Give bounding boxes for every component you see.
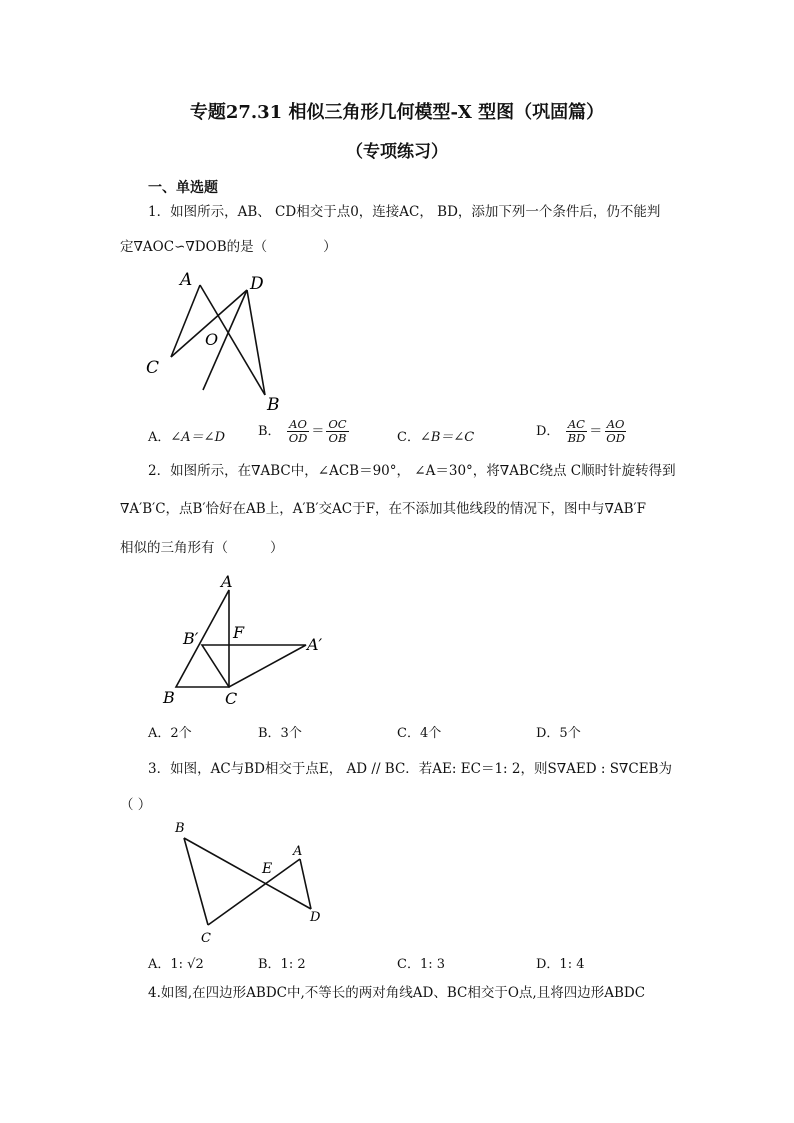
- q1-line2: [120, 238, 337, 256]
- q1-option-b-fraction-1: [287, 418, 310, 445]
- q1-option-c-value: ∠B＝∠C: [419, 430, 475, 445]
- q2-label-bp: B′: [183, 629, 199, 648]
- q1-option-b: B． $\frac{AO}{OD}$ ＝ $\frac{OC}{OB}$: [258, 417, 347, 445]
- q3-label-c: C: [201, 931, 211, 946]
- q3-label-d: D: [310, 910, 321, 925]
- q3-segment-ad: [300, 859, 311, 909]
- q1-option-c: [397, 426, 474, 445]
- q2-option-c: C．4个: [397, 726, 442, 741]
- q1-label-a: A: [180, 270, 193, 290]
- section-heading: 一、单选题: [148, 180, 218, 196]
- q1-option-b-den1: OD: [288, 431, 308, 445]
- q1-line2-end: ）: [323, 239, 337, 255]
- q1-option-b-den2: OB: [328, 431, 347, 445]
- q2-line3-end: ）: [270, 540, 284, 556]
- q1-label-d: D: [250, 274, 264, 294]
- q2-line2: ∇A′B′C，点B′恰好在AB上，A′B′交AC于F，在不添加其他线段的情况下，图中与∇AB′F: [120, 501, 646, 517]
- q3-label-b: B: [175, 821, 185, 836]
- q1-option-d: D． $\frac{AC}{BD}$ ＝ $\frac{AO}{OD}$: [536, 417, 625, 445]
- q3-label-a: A: [293, 844, 303, 859]
- q3-option-a: A．1: √2: [148, 957, 204, 972]
- q1-option-d-den2: OD: [606, 431, 625, 445]
- q1-line1: 1．如图所示，AB、 CD相交于点0，连接AC， BD，添加下列一个条件后，仍不能判: [148, 204, 661, 220]
- q1-segment-ac: [171, 285, 200, 357]
- q3-figure: [168, 815, 333, 947]
- page-subtitle: （专项练习）: [346, 142, 448, 162]
- q2-figure: [155, 572, 335, 710]
- q1-option-d-fraction-2: [604, 418, 627, 445]
- q2-option-b: B．3个: [258, 726, 302, 741]
- q3-line1: 3．如图，AC与BD相交于点E， AD // BC．若AE: EC＝1: 2，则S∇AED : S∇CEB为: [148, 761, 672, 777]
- q1-figure: [140, 265, 300, 415]
- q1-option-b-num1: AO: [289, 417, 307, 431]
- q1-option-a-key: A．: [148, 430, 171, 445]
- q3-option-c: C．1: 3: [397, 957, 446, 972]
- q3-segment-bc: [184, 838, 208, 925]
- q2-triangle-apbpc: [202, 645, 306, 687]
- q2-label-f: F: [233, 623, 245, 642]
- q2-label-ap: A′: [307, 635, 323, 654]
- page-title: 专题27.31 相似三角形几何模型-X 型图（巩固篇）: [189, 102, 605, 123]
- q2-line1: 2．如图所示，在∇ABC中，∠ACB＝90°， ∠A＝30°，将∇ABC绕点 C顺时针旋转得到: [148, 463, 676, 479]
- q1-option-d-key: D．: [536, 424, 560, 439]
- q3-segment-bd: [184, 838, 311, 909]
- q2-option-a: A．2个: [148, 726, 192, 741]
- q1-option-a-value: ∠A＝∠D: [170, 430, 225, 445]
- q2-line3-text: 相似的三角形有（: [120, 540, 228, 556]
- q1-option-d-den1: BD: [567, 431, 586, 445]
- q2-option-d: D．5个: [536, 726, 581, 741]
- q3-option-b: B．1: 2: [258, 957, 306, 972]
- q1-line2-text: 定∇AOC∽∇DOB的是（: [120, 239, 268, 255]
- q1-option-a: [148, 426, 225, 445]
- q3-segment-ca: [208, 859, 300, 925]
- q1-option-c-key: C．: [397, 430, 420, 445]
- q2-line3: [120, 539, 284, 557]
- q2-label-a: A: [221, 572, 233, 591]
- q1-option-d-fraction-1: [566, 418, 588, 445]
- q3-label-e: E: [262, 861, 273, 877]
- q1-label-o: O: [205, 330, 219, 349]
- q1-option-d-num1: AC: [567, 417, 585, 431]
- q1-label-b: B: [267, 395, 280, 415]
- q2-label-b: B: [163, 688, 175, 707]
- q3-option-d: D．1: 4: [536, 957, 585, 972]
- q1-label-c: C: [146, 358, 160, 378]
- q4-line1: 4.如图,在四边形ABDC中,不等长的两对角线AD、BC相交于O点,且将四边形ABDC: [148, 985, 646, 1001]
- q1-option-b-fraction-2: [326, 418, 348, 445]
- q3-line2: （ ）: [120, 797, 152, 813]
- q1-option-b-num2: OC: [328, 417, 347, 431]
- q1-option-b-key: B．: [258, 424, 281, 439]
- q2-label-c: C: [225, 689, 238, 708]
- q1-option-d-num2: AO: [606, 417, 625, 431]
